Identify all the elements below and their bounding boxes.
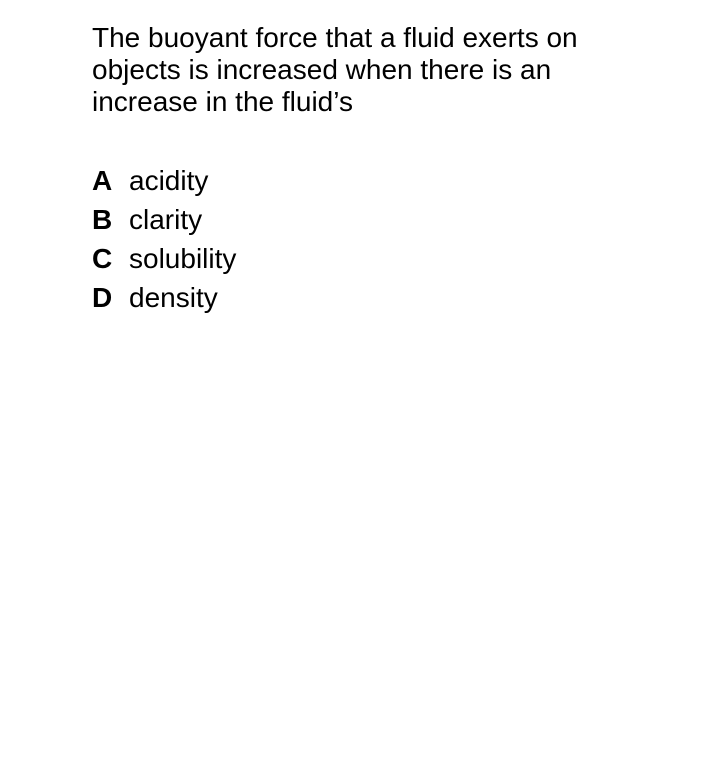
stem-line: objects is increased when there is an	[92, 54, 552, 85]
choice-c[interactable]	[92, 242, 236, 281]
choice-letter: A	[92, 165, 113, 196]
question-stem	[92, 22, 652, 118]
question-block	[92, 22, 652, 313]
choice-a[interactable]	[92, 164, 236, 203]
choice-b[interactable]	[92, 203, 236, 242]
choice-letter: D	[92, 282, 113, 313]
answer-choices	[92, 164, 236, 320]
choice-letter: B	[92, 204, 113, 235]
choice-text: clarity	[129, 204, 203, 235]
stem-line: increase in the fluid’s	[92, 86, 353, 117]
stem-line: The buoyant force that a fluid exerts on	[92, 22, 578, 53]
choice-letter: C	[92, 243, 113, 274]
choice-d[interactable]	[92, 281, 236, 320]
choice-text: acidity	[129, 165, 209, 196]
choice-text: solubility	[129, 243, 237, 274]
choice-text: density	[129, 282, 218, 313]
